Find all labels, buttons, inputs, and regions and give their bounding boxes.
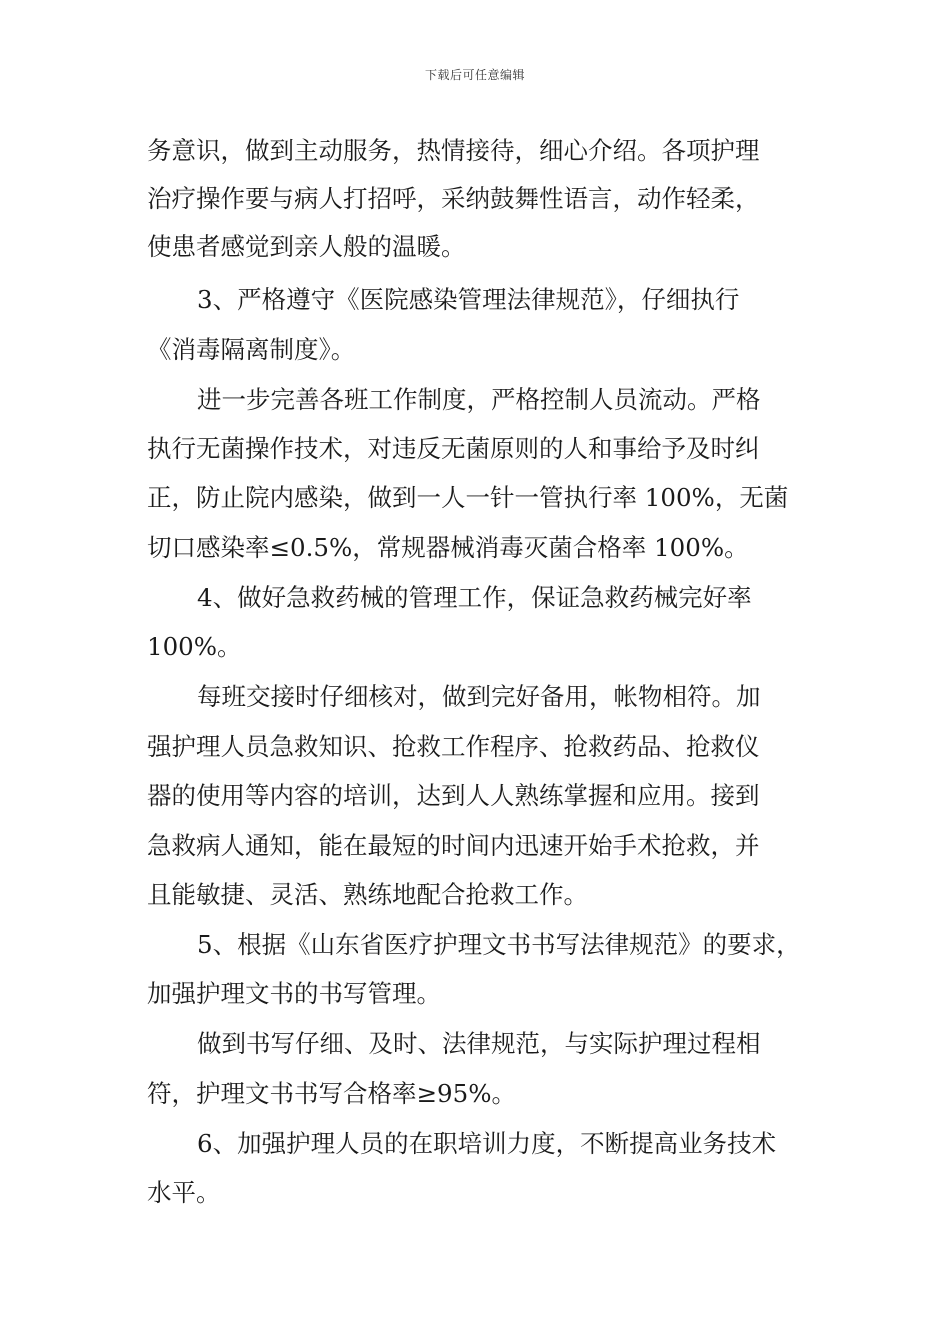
text-line: 加强护理文书的书写管理。	[147, 979, 441, 1008]
text-line: 6、加强护理人员的在职培训力度，不断提高业务技术	[197, 1129, 777, 1158]
text-line: 器的使用等内容的培训，达到人人熟练掌握和应用。接到	[147, 781, 760, 810]
text-line: 使患者感觉到亲人般的温暖。	[147, 232, 466, 261]
text-line: 水平。	[147, 1178, 221, 1207]
text-line: 且能敏捷、灵活、熟练地配合抢救工作。	[147, 880, 588, 909]
text-line: 符，护理文书书写合格率≥95%。	[147, 1079, 516, 1108]
header-note: 下载后可任意编辑	[424, 68, 525, 82]
text-line: 3、严格遵守《医院感染管理法律规范》，仔细执行	[197, 285, 740, 314]
text-line: 强护理人员急救知识、抢救工作程序、抢救药品、抢救仪	[147, 732, 760, 761]
text-line: 切口感染率≤0.5%，常规器械消毒灭菌合格率 100%。	[147, 533, 749, 562]
text-line: 100%。	[147, 632, 242, 661]
text-line: 做到书写仔细、及时、法律规范，与实际护理过程相	[197, 1029, 761, 1058]
text-line: 《消毒隔离制度》。	[147, 335, 356, 364]
text-line: 5、根据《山东省医疗护理文书书写法律规范》的要求，	[197, 930, 801, 959]
text-line: 4、做好急救药械的管理工作，保证急救药械完好率	[197, 583, 752, 612]
text-line: 治疗操作要与病人打招呼，采纳鼓舞性语言，动作轻柔，	[147, 184, 760, 213]
text-line: 急救病人通知，能在最短的时间内迅速开始手术抢救，并	[147, 831, 760, 860]
text-line: 每班交接时仔细核对，做到完好备用，帐物相符。加	[197, 682, 761, 711]
text-line: 进一步完善各班工作制度，严格控制人员流动。严格	[197, 385, 761, 414]
text-line: 务意识，做到主动服务，热情接待，细心介绍。各项护理	[147, 136, 760, 165]
text-line: 执行无菌操作技术，对违反无菌原则的人和事给予及时纠	[147, 434, 760, 463]
text-line: 正，防止院内感染，做到一人一针一管执行率 100%，无菌	[147, 483, 789, 512]
